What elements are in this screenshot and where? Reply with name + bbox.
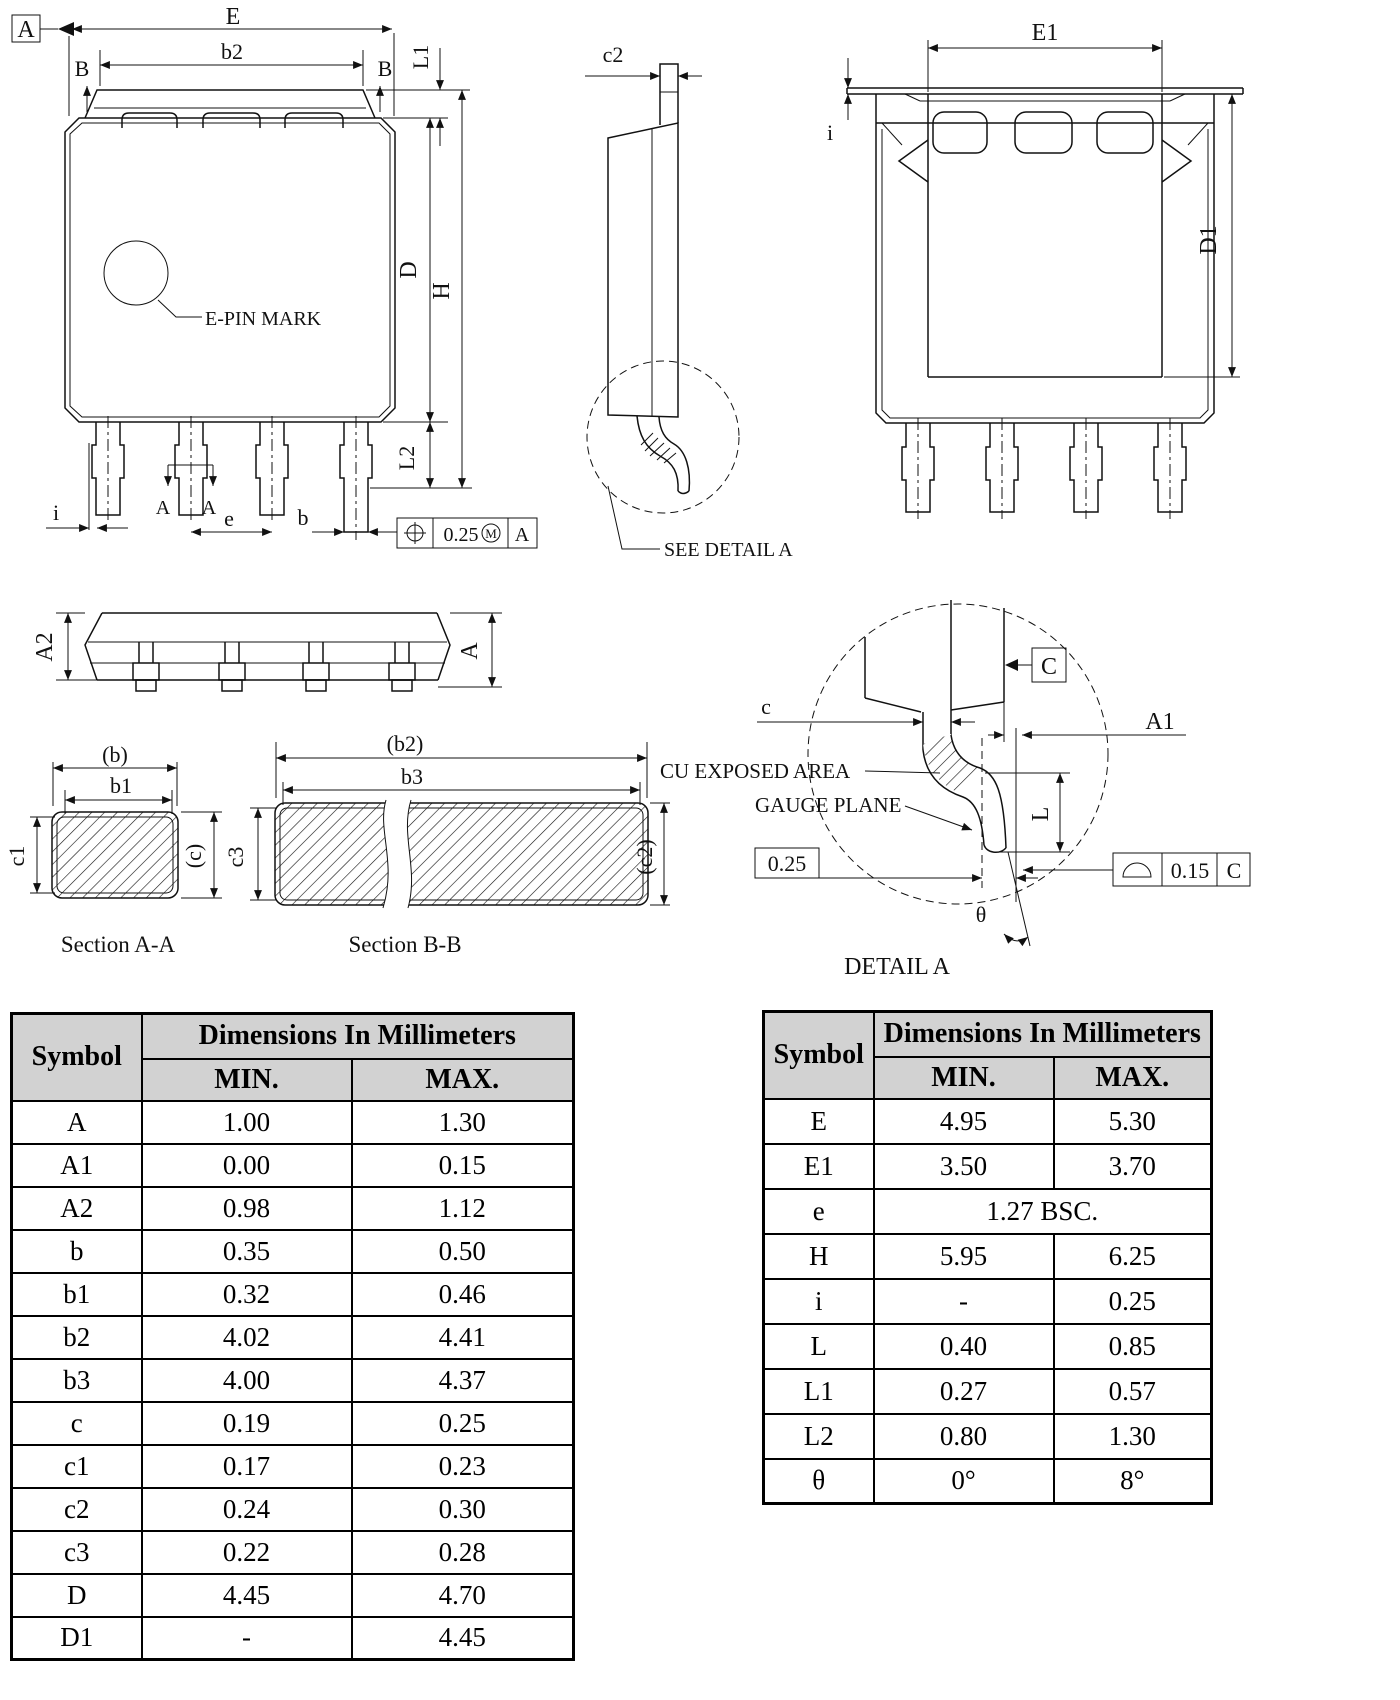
cell-min: 0.24 — [142, 1488, 352, 1531]
back-view — [827, 20, 1243, 519]
dim-c-ref-label: (c) — [181, 843, 206, 869]
fcf-tolerance: 0.25 — [443, 524, 479, 546]
cell-min: 0.27 — [874, 1369, 1054, 1414]
datum-c-label: C — [1040, 654, 1058, 680]
cell-max: 0.15 — [352, 1144, 574, 1187]
min-header: MIN. — [142, 1059, 352, 1101]
package-body-side — [608, 123, 678, 417]
table-row — [12, 1187, 574, 1230]
position-fcf — [397, 518, 537, 548]
cell-max: 4.45 — [352, 1617, 574, 1660]
cu-exposed-area-label: CU EXPOSED AREA — [660, 759, 851, 783]
cell-max: 0.25 — [1054, 1279, 1212, 1324]
cell-max: 0.28 — [352, 1531, 574, 1574]
dimension-table-right — [762, 1010, 1213, 1505]
cell-symbol: D1 — [12, 1617, 142, 1660]
detail-a-callout-circle — [587, 361, 739, 513]
dim-theta-label: θ — [975, 902, 987, 927]
gauge-plane-label: GAUGE PLANE — [755, 793, 902, 817]
table-row — [764, 1459, 1212, 1504]
dim-l1-label: L1 — [408, 44, 433, 70]
cell-min: 0.32 — [142, 1273, 352, 1316]
table-row — [12, 1273, 574, 1316]
cell-symbol: e — [764, 1189, 874, 1234]
cell-symbol: θ — [764, 1459, 874, 1504]
table-row — [12, 1316, 574, 1359]
profile-fcf — [1023, 853, 1250, 886]
cell-max: 0.46 — [352, 1273, 574, 1316]
cell-max: 4.37 — [352, 1359, 574, 1402]
table-row — [12, 1445, 574, 1488]
cell-min: 4.00 — [142, 1359, 352, 1402]
bottom-legs — [133, 642, 415, 691]
side-view — [585, 42, 793, 561]
table-row — [12, 1101, 574, 1144]
back-pins — [902, 418, 1186, 519]
dim-e-label: E — [225, 4, 241, 30]
cell-symbol: E — [764, 1099, 874, 1144]
datum-a-arrow-icon — [58, 22, 74, 36]
min-header: MIN. — [874, 1057, 1054, 1099]
cell-symbol: L1 — [764, 1369, 874, 1414]
package-body-front — [65, 118, 395, 422]
symbol-header: Symbol — [764, 1012, 874, 1099]
fcf2-datum: C — [1226, 858, 1242, 883]
section-b-left-label: B — [74, 56, 90, 81]
dim-b2-label: b2 — [221, 39, 243, 64]
table-row — [12, 1144, 574, 1187]
max-header: MAX. — [352, 1059, 574, 1101]
cell-max: 3.70 — [1054, 1144, 1212, 1189]
table-row — [12, 1230, 574, 1273]
section-aa — [4, 742, 222, 957]
section-aa-caption: Section A-A — [60, 932, 176, 957]
symbol-header: Symbol — [12, 1014, 142, 1101]
table-row — [12, 1488, 574, 1531]
package-body-back — [876, 94, 1214, 423]
cell-max: 4.70 — [352, 1574, 574, 1617]
cell-min: 4.45 — [142, 1574, 352, 1617]
table-row — [12, 1574, 574, 1617]
cell-min: 0.40 — [874, 1324, 1054, 1369]
cell-min: 0.17 — [142, 1445, 352, 1488]
dim-l-label: L — [1028, 806, 1054, 822]
cell-symbol: A — [12, 1101, 142, 1144]
fcf-modifier: M — [485, 526, 497, 541]
cell-min: - — [874, 1279, 1054, 1324]
table-header-row — [12, 1014, 574, 1059]
table-row — [764, 1279, 1212, 1324]
table-row — [764, 1189, 1212, 1234]
cell-symbol: i — [764, 1279, 874, 1324]
dim-a2-label: A2 — [32, 632, 58, 662]
cell-max: 4.41 — [352, 1316, 574, 1359]
table-row — [764, 1324, 1212, 1369]
dim-c2-ref-label: (c2) — [632, 839, 657, 875]
pin1-mark-circle — [104, 241, 168, 305]
table-row — [12, 1531, 574, 1574]
table-row — [12, 1617, 574, 1660]
table-row — [12, 1359, 574, 1402]
table-row — [764, 1099, 1212, 1144]
cell-symbol: c2 — [12, 1488, 142, 1531]
cell-max: 0.25 — [352, 1402, 574, 1445]
detail-a-caption: DETAIL A — [844, 954, 950, 980]
cell-symbol: c3 — [12, 1531, 142, 1574]
dim-c2-label: c2 — [602, 42, 624, 67]
cell-symbol: L — [764, 1324, 874, 1369]
cell-min: 3.50 — [874, 1144, 1054, 1189]
pin-mark-label: E-PIN MARK — [205, 308, 322, 330]
cell-max: 8° — [1054, 1459, 1212, 1504]
cell-max: 1.30 — [352, 1101, 574, 1144]
cell-max: 1.30 — [1054, 1414, 1212, 1459]
section-b-right-label: B — [377, 56, 393, 81]
dimension-table-left — [10, 1012, 575, 1661]
dim-a-label: A — [457, 642, 483, 660]
cell-symbol: A1 — [12, 1144, 142, 1187]
cell-max: 0.57 — [1054, 1369, 1212, 1414]
dim-d-label: D — [396, 261, 422, 279]
dim-e1-label: E1 — [1031, 20, 1059, 46]
section-a-right-label: A — [201, 497, 217, 519]
cell-min: 5.95 — [874, 1234, 1054, 1279]
dim-c3-label: c3 — [223, 846, 248, 868]
dim-c-label: c — [761, 694, 771, 719]
cell-min: 4.95 — [874, 1099, 1054, 1144]
fcf2-tolerance: 0.15 — [1170, 858, 1210, 883]
max-header: MAX. — [1054, 1057, 1212, 1099]
cell-min: 0.00 — [142, 1144, 352, 1187]
profile-of-line-symbol-icon — [1123, 863, 1151, 877]
cell-symbol: E1 — [764, 1144, 874, 1189]
cell-min: 0.98 — [142, 1187, 352, 1230]
cell-max: 0.50 — [352, 1230, 574, 1273]
section-a-left-label: A — [155, 497, 171, 519]
cell-max: 1.12 — [352, 1187, 574, 1230]
cell-min: 4.02 — [142, 1316, 352, 1359]
front-view — [12, 4, 537, 548]
dim-d1-label: D1 — [1196, 225, 1222, 255]
dim-h-label: H — [429, 282, 455, 300]
lead-bend-hatch — [641, 433, 676, 463]
tab-outline — [85, 90, 375, 118]
dim-c1-label: c1 — [4, 845, 29, 867]
cell-symbol: D — [12, 1574, 142, 1617]
dim-b1-label: b1 — [110, 773, 132, 798]
datum-a-label: A — [17, 17, 35, 43]
position-symbol-icon — [404, 522, 426, 544]
dim-b3-label: b3 — [401, 764, 423, 789]
cell-min: 1.00 — [142, 1101, 352, 1144]
table-row — [764, 1144, 1212, 1189]
dim-i-back-label: i — [826, 120, 834, 145]
table-header-row — [764, 1012, 1212, 1057]
datum-c-arrow-icon — [1005, 659, 1018, 671]
detail-a — [660, 600, 1250, 980]
cell-min: 0.35 — [142, 1230, 352, 1273]
cell-min: 0.19 — [142, 1402, 352, 1445]
cell-max: 0.85 — [1054, 1324, 1212, 1369]
cell-symbol: c1 — [12, 1445, 142, 1488]
cell-symbol: c — [12, 1402, 142, 1445]
cell-symbol: b — [12, 1230, 142, 1273]
table-row — [12, 1402, 574, 1445]
cell-max: 0.23 — [352, 1445, 574, 1488]
basic-dim-label: 0.25 — [767, 851, 807, 876]
cell-symbol: H — [764, 1234, 874, 1279]
table-row — [764, 1369, 1212, 1414]
see-detail-a-label: SEE DETAIL A — [664, 539, 793, 561]
cell-min: - — [142, 1617, 352, 1660]
dim-l2-label: L2 — [394, 445, 419, 471]
table-row — [764, 1414, 1212, 1459]
dim-a1-label: A1 — [1145, 709, 1175, 735]
dim-i-label: i — [52, 500, 60, 525]
cell-symbol: L2 — [764, 1414, 874, 1459]
cell-max: 6.25 — [1054, 1234, 1212, 1279]
dim-b2-ref-label: (b2) — [386, 731, 424, 756]
dimensions-header: Dimensions In Millimeters — [874, 1012, 1212, 1057]
cell-symbol: b2 — [12, 1316, 142, 1359]
table-row — [764, 1234, 1212, 1279]
cell-min: 0.80 — [874, 1414, 1054, 1459]
cell-symbol: b3 — [12, 1359, 142, 1402]
dim-e-pitch-label: e — [224, 506, 234, 531]
cell-min: 0° — [874, 1459, 1054, 1504]
fcf-datum: A — [514, 524, 530, 546]
cell-symbol: b1 — [12, 1273, 142, 1316]
bottom-view — [32, 613, 502, 691]
cell-max: 0.30 — [352, 1488, 574, 1531]
section-bb — [223, 731, 670, 957]
dim-b-label: b — [297, 505, 309, 530]
dim-b-ref-label: (b) — [102, 742, 128, 767]
cell-max: 5.30 — [1054, 1099, 1212, 1144]
cell-span-value: 1.27 BSC. — [874, 1189, 1212, 1234]
dimensions-header: Dimensions In Millimeters — [142, 1014, 574, 1059]
section-bb-caption: Section B-B — [348, 932, 462, 957]
cell-min: 0.22 — [142, 1531, 352, 1574]
cell-symbol: A2 — [12, 1187, 142, 1230]
